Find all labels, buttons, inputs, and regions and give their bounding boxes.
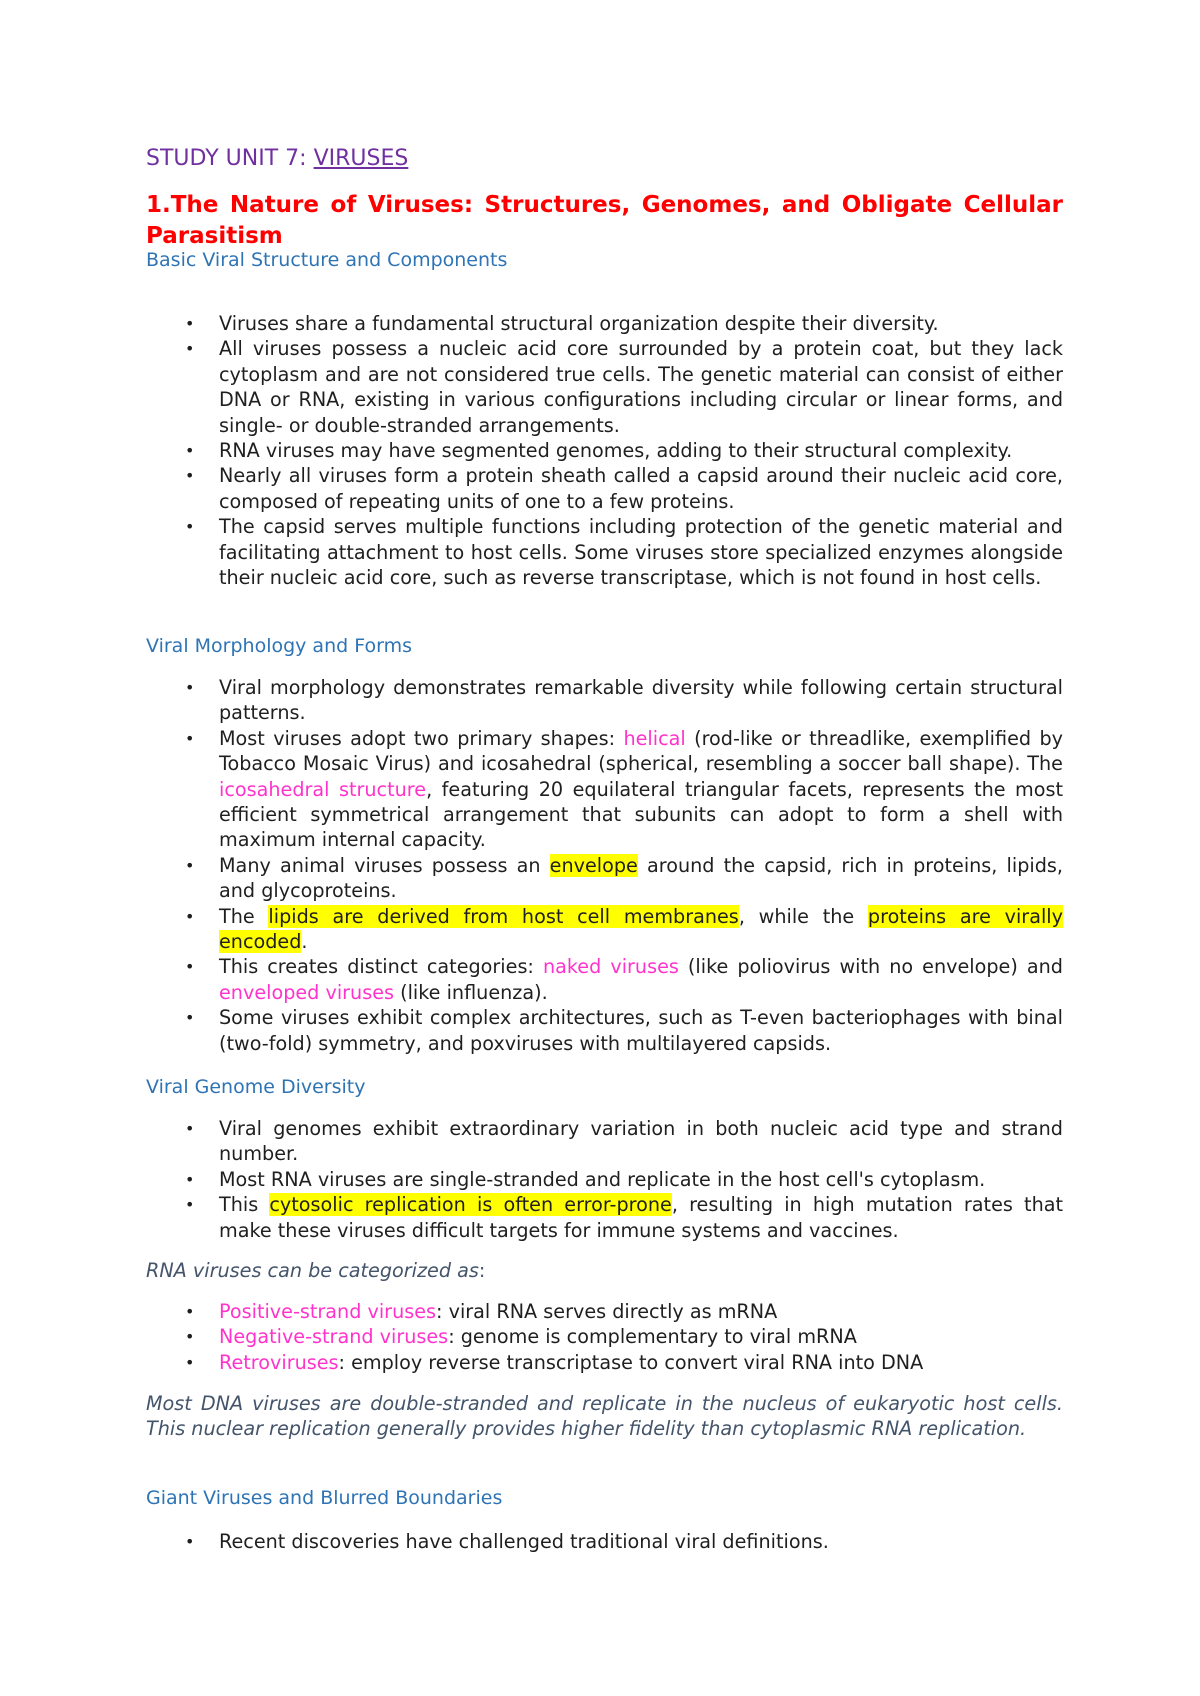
list-item: • Nearly all viruses form a protein sheath called a capsid around their nucleic acid core, composed of repeating units of one to a few proteins.	[185, 464, 1063, 513]
bullet: •	[185, 906, 195, 926]
bullet: •	[185, 1532, 195, 1551]
bullet: •	[185, 678, 195, 697]
section-title: 1.The Nature of Viruses: Structures, Genomes, and Obligate Cellular Parasitism	[146, 192, 1063, 249]
rna-categories-list	[146, 1299, 1063, 1375]
bullet: •	[185, 957, 195, 977]
bullet: •	[185, 1327, 195, 1347]
bullet: •	[185, 466, 195, 486]
list-item: • Negative-strand viruses: genome is complementary to viral mRNA	[185, 1325, 857, 1349]
keyword: icosahedral structure	[219, 777, 427, 801]
list-item: • Viral genomes exhibit extraordinary variation in both nucleic acid type and strand number.	[185, 1117, 1063, 1166]
list-item: • This creates distinct categories: naked viruses (like poliovirus with no envelope) and enveloped viruses (like influenza).	[185, 955, 1063, 1004]
bullet: •	[185, 441, 195, 461]
rna-categories-label: RNA viruses can be categorized as:	[146, 1259, 486, 1282]
heading-morphology: Viral Morphology and Forms	[146, 635, 412, 657]
highlight: proteins are virally encoded	[219, 904, 1063, 954]
bullet: •	[185, 1352, 195, 1372]
list-item: • Some viruses exhibit complex architectures, such as T-even bacteriophages with binal (two-fold) symmetry, and poxviruses with multilayered capsids.	[185, 1006, 1063, 1055]
bullet: •	[185, 1195, 195, 1215]
keyword: naked viruses	[542, 955, 679, 979]
list-item: • All viruses possess a nucleic acid core surrounded by a protein coat, but they lack cytoplasm and are not considered true cells. The genetic material can consist of either DNA or RNA, existing in various configurations including circular or linear forms, and single- or double-stranded arrangements.	[185, 337, 1063, 437]
list-item: • Viruses share a fundamental structural organization despite their diversity.	[185, 312, 939, 335]
giant-viruses-list	[146, 1529, 1063, 1554]
list-item: • Retroviruses: employ reverse transcriptase to convert viral RNA into DNA	[185, 1350, 924, 1374]
unit-topic: VIRUSES	[313, 146, 409, 171]
basic-structure-list	[146, 311, 1063, 590]
dna-note: Most DNA viruses are double-stranded and replicate in the nucleus of eukaryotic host cells. This nuclear replication generally provides higher fidelity than cytoplasmic RNA replication.	[146, 1392, 1063, 1441]
highlight: lipids are derived from host cell membranes	[268, 904, 739, 928]
list-item: • The capsid serves multiple functions including protection of the genetic material and facilitating attachment to host cells. Some viruses store specialized enzymes alongside their nucleic acid core, such as reverse transcriptase, which is not found in host cells.	[185, 515, 1063, 590]
list-item: • Most RNA viruses are single-stranded and replicate in the host cell's cytoplasm.	[185, 1167, 986, 1191]
unit-prefix: STUDY UNIT 7:	[146, 146, 314, 171]
unit-title	[146, 144, 408, 174]
list-item: • RNA viruses may have segmented genomes, adding to their structural complexity.	[185, 439, 1013, 463]
morphology-list	[146, 675, 1063, 1056]
bullet: •	[185, 1302, 195, 1321]
highlight: envelope	[549, 853, 638, 877]
highlight: cytosolic replication is often error-prone	[269, 1193, 672, 1217]
bullet: •	[185, 339, 195, 359]
keyword: Positive-strand viruses	[219, 1300, 437, 1323]
bullet: •	[185, 728, 195, 748]
list-item: • The lipids are derived from host cell membranes, while the proteins are virally encoded.	[185, 904, 1063, 954]
heading-giant-viruses: Giant Viruses and Blurred Boundaries	[146, 1487, 503, 1509]
keyword: enveloped viruses	[219, 980, 394, 1004]
list-item: • Most viruses adopt two primary shapes: helical (rod-like or threadlike, exemplified by Tobacco Mosaic Virus) and icosahedral (spherical, resembling a soccer ball shape). The icosahedral structure, featuring 20 equilateral triangular facets, represents the most efficient symmetrical arrangement that subunits can adopt to form a shell with maximum internal capacity.	[185, 726, 1064, 852]
heading-genome-diversity: Viral Genome Diversity	[146, 1076, 366, 1098]
keyword: Negative-strand viruses	[219, 1325, 449, 1349]
heading-basic-structure: Basic Viral Structure and Components	[146, 249, 508, 271]
keyword: helical	[623, 726, 686, 750]
bullet: •	[185, 855, 195, 875]
list-item: • Many animal viruses possess an envelope around the capsid, rich in proteins, lipids, and glycoproteins.	[185, 853, 1063, 903]
list-item: • Positive-strand viruses: viral RNA serves directly as mRNA	[185, 1300, 778, 1323]
bullet: •	[185, 314, 195, 333]
bullet: •	[185, 1119, 195, 1138]
genome-list	[146, 1116, 1063, 1243]
list-item: • This cytosolic replication is often error-prone, resulting in high mutation rates that make these viruses difficult targets for immune systems and vaccines.	[185, 1193, 1064, 1242]
list-item: • Recent discoveries have challenged traditional viral definitions.	[185, 1530, 829, 1553]
list-item: • Viral morphology demonstrates remarkable diversity while following certain structural patterns.	[185, 676, 1063, 725]
bullet: •	[185, 517, 195, 537]
bullet: •	[185, 1008, 195, 1028]
bullet: •	[185, 1169, 195, 1189]
keyword: Retroviruses	[219, 1350, 339, 1374]
